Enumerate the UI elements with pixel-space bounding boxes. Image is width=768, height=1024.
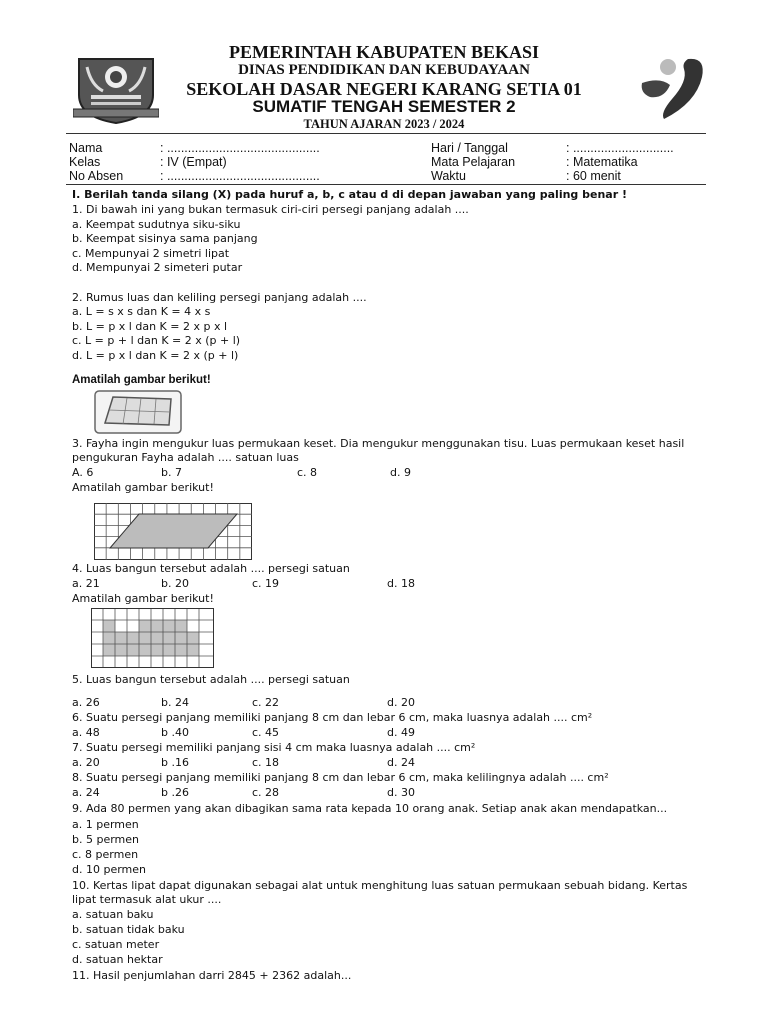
q8-option-a[interactable]: a. 24 xyxy=(72,786,100,799)
header-department: DINAS PENDIDIKAN DAN KEBUDAYAAN xyxy=(238,62,530,78)
nama-field[interactable]: : ............................................ xyxy=(160,141,320,155)
waktu-value: : 60 menit xyxy=(566,169,621,183)
q6-option-a[interactable]: a. 48 xyxy=(72,726,100,739)
absen-field[interactable]: : ............................................ xyxy=(160,169,320,183)
q3-option-b[interactable]: b. 7 xyxy=(161,466,182,479)
question-4: 4. Luas bangun tersebut adalah .... persegi satuan xyxy=(72,562,350,575)
kelas-label: Kelas xyxy=(69,155,101,169)
q4-option-a[interactable]: a. 21 xyxy=(72,577,100,590)
q8-option-b[interactable]: b .26 xyxy=(161,786,189,799)
absen-label: No Absen xyxy=(69,169,124,183)
q7-option-b[interactable]: b .16 xyxy=(161,756,189,769)
header-school: SEKOLAH DASAR NEGERI KARANG SETIA 01 xyxy=(186,79,582,99)
hari-field[interactable]: : ............................. xyxy=(566,141,674,155)
header-divider-bottom xyxy=(66,184,706,185)
mapel-value: : Matematika xyxy=(566,155,638,169)
waktu-label: Waktu xyxy=(431,169,466,183)
parallelogram-grid-figure xyxy=(94,503,252,560)
q2-option-a[interactable]: a. L = s x s dan K = 4 x s xyxy=(72,305,211,318)
question-7: 7. Suatu persegi memiliki panjang sisi 4 cm maka luasnya adalah .... cm² xyxy=(72,741,476,754)
q7-option-d[interactable]: d. 24 xyxy=(387,756,415,769)
q2-option-c[interactable]: c. L = p + l dan K = 2 x (p + l) xyxy=(72,334,241,347)
question-8: 8. Suatu persegi panjang memiliki panjang 8 cm dan lebar 6 cm, maka kelilingnya adalah .... cm² xyxy=(72,771,609,784)
q6-option-d[interactable]: d. 49 xyxy=(387,726,415,739)
question-1: 1. Di bawah ini yang bukan termasuk ciri-ciri persegi panjang adalah .... xyxy=(72,203,469,216)
q3-option-c[interactable]: c. 8 xyxy=(297,466,318,479)
q9-option-c[interactable]: c. 8 permen xyxy=(72,848,139,861)
observe-text-2: Amatilah gambar berikut! xyxy=(72,481,214,494)
q2-option-d[interactable]: d. L = p x l dan K = 2 x (p + l) xyxy=(72,349,239,362)
q9-option-d[interactable]: d. 10 permen xyxy=(72,863,147,876)
q4-option-d[interactable]: d. 18 xyxy=(387,577,415,590)
kelas-value: : IV (Empat) xyxy=(160,155,227,169)
q4-option-b[interactable]: b. 20 xyxy=(161,577,189,590)
nama-label: Nama xyxy=(69,141,103,155)
q6-option-c[interactable]: c. 45 xyxy=(252,726,280,739)
observe-text-3: Amatilah gambar berikut! xyxy=(72,592,214,605)
question-10-line2: lipat termasuk alat ukur .... xyxy=(72,893,222,906)
q1-option-b[interactable]: b. Keempat sisinya sama panjang xyxy=(72,232,258,245)
question-9: 9. Ada 80 permen yang akan dibagikan sama rata kepada 10 orang anak. Setiap anak akan mendapatkan... xyxy=(72,802,668,815)
observe-heading: Amatilah gambar berikut! xyxy=(72,374,211,386)
doormat-tissue-illustration xyxy=(93,389,183,435)
q9-option-b[interactable]: b. 5 permen xyxy=(72,833,140,846)
q1-option-a[interactable]: a. Keempat sudutnya siku-siku xyxy=(72,218,241,231)
question-3-line1: 3. Fayha ingin mengukur luas permukaan keset. Dia mengukur menggunakan tisu. Luas permukaan keset hasil xyxy=(72,437,685,450)
question-5: 5. Luas bangun tersebut adalah .... persegi satuan xyxy=(72,673,350,686)
question-2: 2. Rumus luas dan keliling persegi panjang adalah .... xyxy=(72,291,367,304)
q3-option-a[interactable]: A. 6 xyxy=(72,466,94,479)
q1-option-d[interactable]: d. Mempunyai 2 simeteri putar xyxy=(72,261,243,274)
q5-option-b[interactable]: b. 24 xyxy=(161,696,189,709)
header-divider-top xyxy=(66,133,706,134)
q8-option-d[interactable]: d. 30 xyxy=(387,786,415,799)
q7-option-a[interactable]: a. 20 xyxy=(72,756,100,769)
q5-option-c[interactable]: c. 22 xyxy=(252,696,280,709)
mapel-label: Mata Pelajaran xyxy=(431,155,516,169)
q6-option-b[interactable]: b .40 xyxy=(161,726,189,739)
q7-option-c[interactable]: c. 18 xyxy=(252,756,280,769)
q10-option-a[interactable]: a. satuan baku xyxy=(72,908,154,921)
q10-option-d[interactable]: d. satuan hektar xyxy=(72,953,163,966)
question-10-line1: 10. Kertas lipat dapat digunakan sebagai alat untuk menghitung luas satuan permukaan sebuah bidang. Kertas xyxy=(72,879,688,892)
q10-option-c[interactable]: c. satuan meter xyxy=(72,938,160,951)
q5-option-d[interactable]: d. 20 xyxy=(387,696,415,709)
hari-label: Hari / Tanggal xyxy=(431,141,508,155)
header-government: PEMERINTAH KABUPATEN BEKASI xyxy=(228,42,540,62)
question-11: 11. Hasil penjumlahan darri 2845 + 2362 adalah... xyxy=(72,969,352,982)
q8-option-c[interactable]: c. 28 xyxy=(252,786,280,799)
header-exam-title: SUMATIF TENGAH SEMESTER 2 xyxy=(252,97,516,116)
q1-option-c[interactable]: c. Mempunyai 2 simetri lipat xyxy=(72,247,230,260)
q2-option-b[interactable]: b. L = p x l dan K = 2 x p x l xyxy=(72,320,228,333)
q3-option-d[interactable]: d. 9 xyxy=(390,466,411,479)
question-6: 6. Suatu persegi panjang memiliki panjang 8 cm dan lebar 6 cm, maka luasnya adalah .... cm² xyxy=(72,711,593,724)
header-academic-year: TAHUN AJARAN 2023 / 2024 xyxy=(303,117,465,131)
q4-option-c[interactable]: c. 19 xyxy=(252,577,280,590)
question-3-line2: pengukuran Fayha adalah .... satuan luas xyxy=(72,451,299,464)
q5-option-a[interactable]: a. 26 xyxy=(72,696,100,709)
q10-option-b[interactable]: b. satuan tidak baku xyxy=(72,923,185,936)
instruction: I. Berilah tanda silang (X) pada huruf a, b, c atau d di depan jawaban yang paling benar ! xyxy=(72,188,627,201)
stepped-shape-grid-figure xyxy=(91,608,214,668)
q9-option-a[interactable]: a. 1 permen xyxy=(72,818,139,831)
